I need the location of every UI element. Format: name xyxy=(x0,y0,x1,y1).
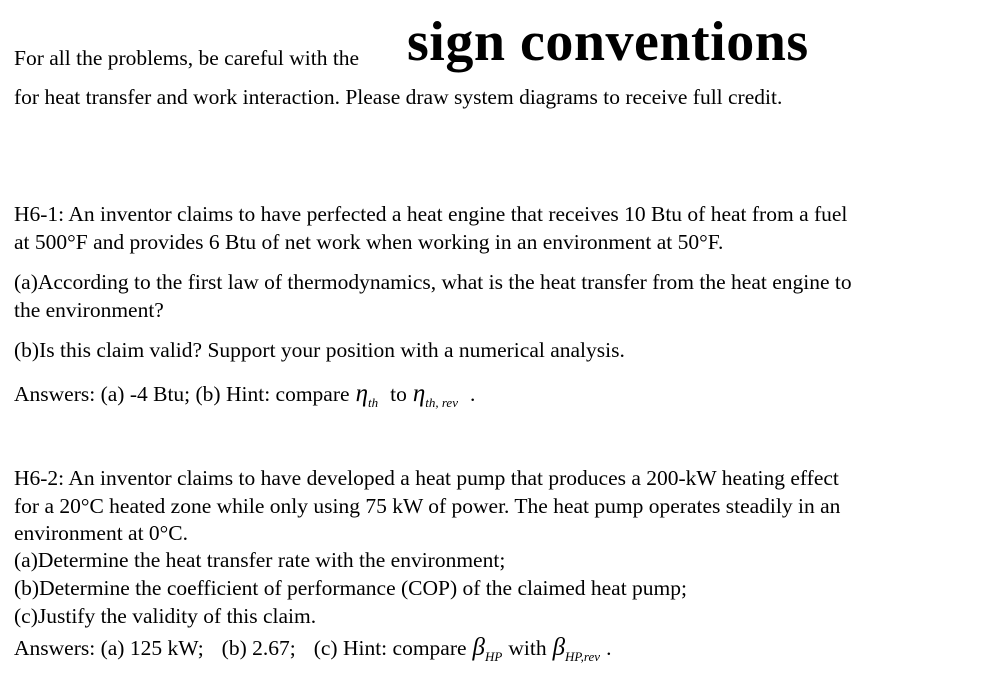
h6-2-answer-c: (c) Hint: compare xyxy=(313,636,467,660)
sign-conventions-heading: sign conventions xyxy=(407,11,809,73)
h6-2-answer-a: Answers: (a) 125 kW; xyxy=(14,636,204,660)
h6-2-end-period: . xyxy=(606,636,612,660)
beta-rev-symbol: β xyxy=(552,634,566,661)
h6-1-part-b: (b)Is this claim valid? Support your position with a numerical analysis. xyxy=(14,338,625,362)
h6-1-answers xyxy=(14,380,476,410)
eta-subscript-th: th xyxy=(367,395,379,410)
h6-2-statement-line-3: environment at 0°C. xyxy=(14,521,188,545)
eta-rev-symbol: η xyxy=(412,380,426,407)
h6-1-statement-line-2: at 500°F and provides 6 Btu of net work when working in an environment at 50°F. xyxy=(14,230,724,254)
with-word: with xyxy=(508,636,547,660)
h6-2-part-b: (b)Determine the coefficient of performance (COP) of the claimed heat pump; xyxy=(14,576,687,600)
h6-1-part-a-line-1: (a)According to the first law of thermodynamics, what is the heat transfer from the heat engine to xyxy=(14,270,852,294)
beta-subscript-hp: HP xyxy=(485,649,503,664)
beta-subscript-hp-rev: HP,rev xyxy=(565,649,601,664)
h6-2-statement-line-2: for a 20°C heated zone while only using 75 kW of power. The heat pump operates steadily in an xyxy=(14,494,841,518)
h6-1-statement-line-1: H6-1: An inventor claims to have perfected a heat engine that receives 10 Btu of heat from a fuel xyxy=(14,202,848,226)
eta-subscript-th-rev: th, rev xyxy=(425,395,458,410)
intro-text: For all the problems, be careful with the xyxy=(14,46,360,70)
h6-2-answer-b: (b) 2.67; xyxy=(221,636,296,660)
intro-line-2: for heat transfer and work interaction. Please draw system diagrams to receive full credit. xyxy=(14,85,783,109)
h6-1-end-period: . xyxy=(469,382,476,406)
h6-2-part-a: (a)Determine the heat transfer rate with the environment; xyxy=(14,548,506,572)
h6-1-answers-text: Answers: (a) -4 Btu; (b) Hint: compare xyxy=(14,382,350,406)
h6-1-part-a-line-2: the environment? xyxy=(14,298,164,322)
h6-2-statement-line-1: H6-2: An inventor claims to have developed a heat pump that produces a 200-kW heating effect xyxy=(14,466,839,490)
h6-2-part-c: (c)Justify the validity of this claim. xyxy=(14,604,317,628)
eta-symbol: η xyxy=(355,380,368,407)
h6-2-answers xyxy=(14,634,612,664)
to-word: to xyxy=(390,382,407,406)
beta-symbol: β xyxy=(472,634,485,661)
